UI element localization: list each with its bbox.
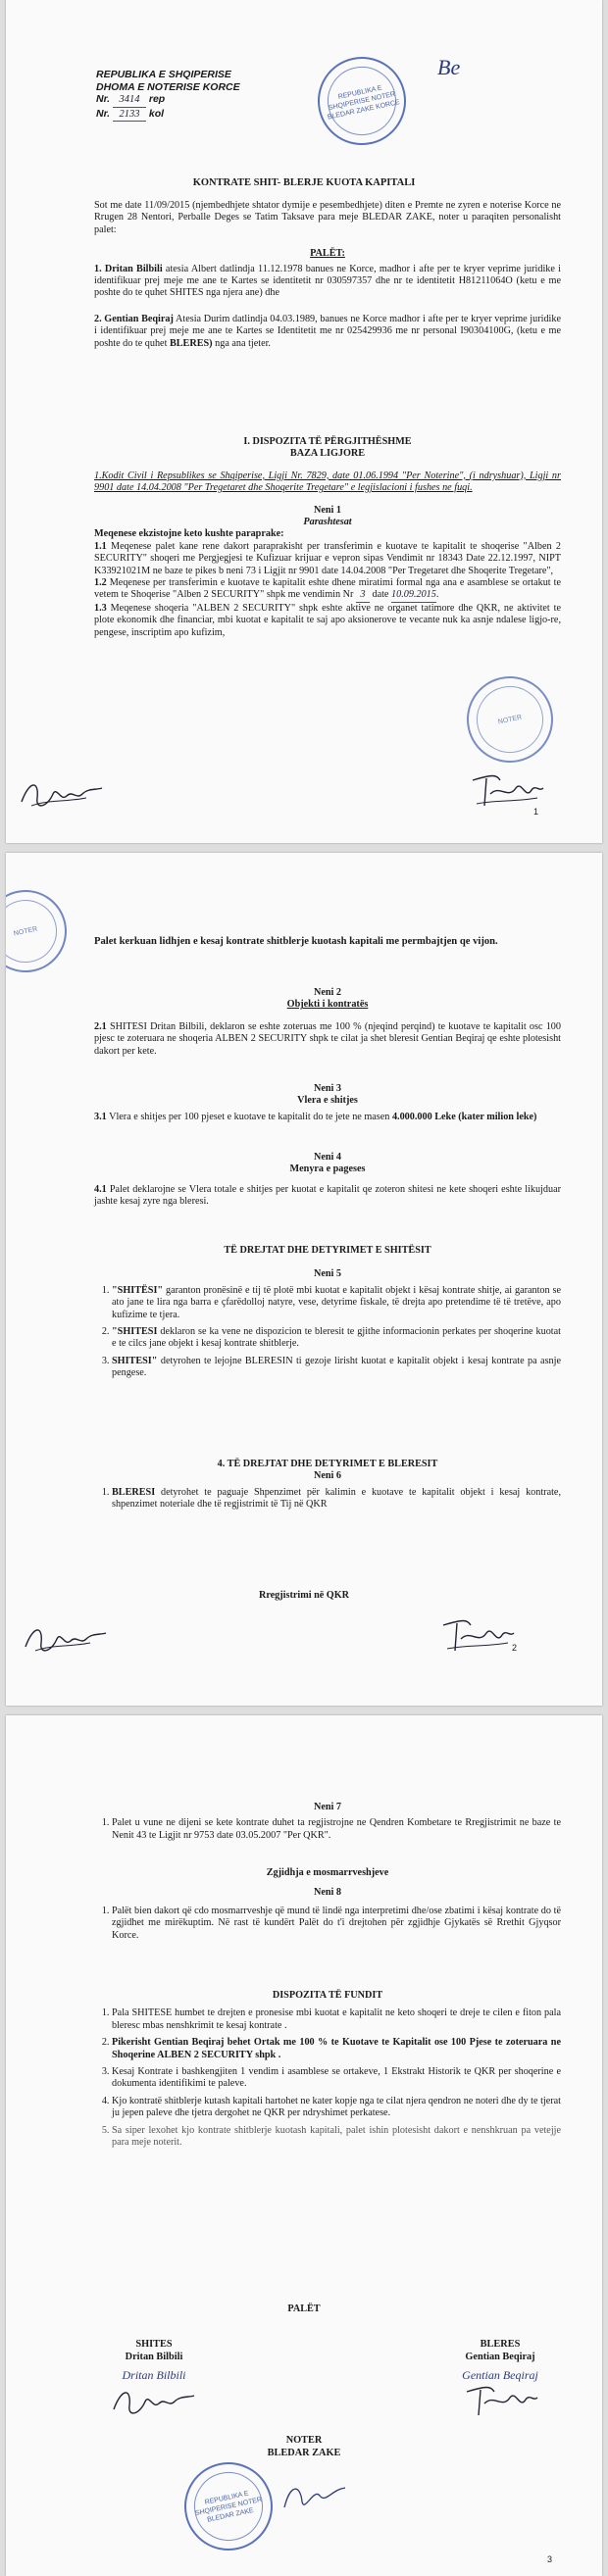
header-kol-number: Nr. 2133 kol	[96, 108, 240, 123]
registration-heading: Rregjistrimi në QKR	[258, 1590, 350, 1601]
article-5	[94, 1245, 561, 1385]
dispute-heading: Zgjidhja e mosmarrveshjeve	[266, 1867, 389, 1878]
buyer-signature-column	[461, 2339, 539, 2425]
neni1-lead: Meqenese ekzistojne keto kushte paraprake:	[94, 528, 284, 540]
signatures-heading: PALËT	[287, 2304, 321, 2314]
neni8-title: Neni 8	[313, 1887, 341, 1899]
dispute-list	[94, 1906, 561, 1942]
neni3-title: Neni 3	[313, 1083, 341, 1094]
page-number-1: 1	[533, 807, 539, 817]
notary-stamp-page1-bottom: NOTER	[459, 669, 561, 770]
contract-page-2	[6, 853, 602, 1706]
article-3	[94, 1083, 561, 1123]
list-item: 1. Palët bien dakort që cdo mosmarrveshje që mund të lindë nga interpretimi dhe/ose zbatimi i kësaj kontrate do të zgjidhet me mirëkuptim. Në rast të kundërt Palët do t'i drejtohen për zgjidhje Gjykatës së Rrethit Gjyqsor Korce.	[112, 1906, 561, 1942]
section1-title: I. DISPOZITA TË PËRGJITHËSHME	[243, 436, 412, 447]
list-item: 2. Pikerisht Gentian Beqiraj behet Ortak me 100 % te Kuotave te Kapitalit ose 100 Pjese te zoteruara ne Shoqerine ALBEN 2 SECURITY shpk .	[112, 2037, 561, 2061]
registration-list	[94, 1817, 561, 1842]
notary-stamp-final: REPUBLIKA E SHQIPERISE NOTER BLEDAR ZAKE	[177, 2454, 281, 2559]
list-item: 2. "SHITESI deklaron se ka vene ne dispozicion te bleresit te gjithe informacionin perkates per shoqerine kuotat e te cilcs jane objekt i kesaj kontrate shitblerje.	[112, 1326, 561, 1351]
article-4	[94, 1152, 561, 1209]
list-item: 1. Pala SHITESE humbet te drejten e pronesise mbi kuotat e kapitalit ne keto shoqeri te dreje te cilen e fiton pala bleresc mbas nenshkrimit te kesaj kontrate .	[112, 2007, 561, 2032]
neni2-title: Neni 2	[313, 987, 341, 998]
neni4-subtitle: Menyra e pageses	[289, 1164, 366, 1175]
buyer-signature	[461, 2382, 539, 2421]
neni4-title: Neni 4	[313, 1152, 341, 1163]
neni1-subtitle: Parashtesat	[303, 517, 352, 528]
neni1-title: Neni 1	[313, 504, 341, 516]
seller-handwritten-name: Dritan Bilbili	[122, 2368, 186, 2382]
clause-1-2: 1.2 Meqenese per transferimin e kuotave te kapitalit eshte dhene miratimi formal nga ana e asamblese se ortakut te vetem te Shoqerise "Alben 2 SECURITY" shpk me vendimin Nr 3 date 10.09.2015.	[94, 577, 561, 603]
section1-subtitle: BAZA LIGJORE	[289, 448, 366, 460]
party-buyer: 2. Gentian Beqiraj Atesia Durim datlindja 04.03.1989, banues ne Korce madhor i afte per te kryer veprime juridike i identifikuar prej meje me ane te Kartes se Identitetit me nr 025429936 me nr personal I90304100G, (ketu e me poshte do te quhet BLERES) nga ana tjeter.	[94, 313, 561, 349]
section-general-provisions	[94, 436, 561, 639]
clause-3-1: 3.1 Vlera e shitjes per 100 pjeset e kuotave te kapitalit do te jete ne masen 4.000.000 Leke (kater milion leke)	[94, 1111, 537, 1122]
list-item: 1. Palet u vune ne dijeni se kete kontrate duhet ta regjistrojne ne Qendren Kombetare te Rregjistrimit ne baze te Nenit 43 te Ligjit nr 9753 date 03.05.2007 "Per QKR".	[112, 1817, 561, 1842]
buyer-role: BLERES	[480, 2339, 521, 2350]
seller-role: SHITES	[135, 2339, 173, 2350]
list-item: 5. Sa siper lexohet kjo kontrate shitblerje kuotash kapitali, palet ishin plotesisht dakort e nenshkruan pa vetejje para meje noterit.	[112, 2125, 561, 2150]
contract-page-1	[6, 0, 602, 843]
seller-obligations-list	[94, 1285, 561, 1380]
notary-initials-signature: Be	[437, 55, 461, 79]
clause-4-1: 4.1 Palet deklarojne se Vlera totale e shitjes per kuotat e kapitalit qe zoteron shitesi ne kete shoqeri eshte likujduar jashte kesaj zyre nga bleresi.	[94, 1183, 561, 1208]
neni5-title: Neni 5	[313, 1268, 341, 1280]
header-chamber: DHOMA E NOTERISE KORCE	[96, 80, 240, 93]
intro-statement: Palet kerkuan lidhjen e kesaj kontrate shitblerje kuotash kapitali me permbajtjen qe vijon.	[94, 936, 498, 947]
document-header	[96, 69, 240, 122]
clause-1-3: 1.3 Meqenese shoqeria "ALBEN 2 SECURITY" shpk eshte aktive ne organet tatimore dhe QKR, ne aktivitet te plote ekonomik dhe financiar, mbi kuotat e kapitalit te saj apo aksionerove te vecante nuk ka asnje ndalese ligjo-re, pengese, inscriptim apo kufizim,	[94, 602, 561, 638]
buyer-handwritten-name: Gentian Beqiraj	[462, 2368, 538, 2382]
buyer-rights-heading: 4. TË DREJTAT DHE DETYRIMET E BLERESIT	[217, 1459, 438, 1469]
notary-stamp: REPUBLIKA E SHQIPERISE NOTER BLEDAR ZAKE KORCE	[310, 49, 415, 154]
page-number-3: 3	[547, 2554, 553, 2564]
final-provisions	[94, 1990, 561, 2154]
buyer-signature	[437, 1615, 516, 1659]
seller-signature	[18, 772, 106, 816]
clause-2-1: 2.1 SHITESI Dritan Bilbili, deklaron se eshte zoteruas me 100 % (njeqind perqind) te kuotave te kapitalit osc 100 pjesc te zoteruara ne shoqeria ALBEN 2 SECURITY shpk te cilat ja shet bleresit Gentian Beqiraj qe eshte plotesisht dakort per kete.	[94, 1020, 561, 1057]
contract-title: KONTRATE SHIT- BLERJE KUOTA KAPITALI	[192, 177, 416, 188]
notary-name: BLEDAR ZAKE	[267, 2447, 341, 2458]
neni2-subtitle: Objekti i kontratës	[286, 999, 369, 1011]
header-republic: REPUBLIKA E SHQIPERISE	[96, 69, 231, 80]
party-seller: 1. Dritan Bilbili atesia Albert datlindja 11.12.1978 banues ne Korce, madhor i afte per te kryer veprime juridike i identifikuar prej meje me ane te Kartes se identitetit nr 030597357 dhe nr te identitetit H81211064O (ketu e me poshte do te quhet SHITES nga njera ane) dhe	[94, 263, 561, 299]
intro-paragraph: Sot me date 11/09/2015 (njembedhjete shtator dymije e pesembedhjete) diten e Premte ne zyren e noterise Korce ne Rrugen 28 Nentori, Perballe Deges se Tatim Taksave para meje BLEDAR ZAKE, noter u paraqiten personalisht palet:	[94, 200, 561, 235]
seller-rights-heading: TË DREJTAT DHE DETYRIMET E SHITËSIT	[224, 1245, 431, 1256]
seller-signature	[22, 1617, 110, 1660]
page-number-2: 2	[512, 1643, 518, 1653]
neni6-title: Neni 6	[313, 1470, 341, 1482]
notary-signature-block	[0, 2435, 608, 2459]
list-item: 3. SHITESI" detyrohen te lejojne BLERESIN ti gezoje lirisht kuotat e kapitalit objekt i kesaj kontrate pa asnje pengese.	[112, 1356, 561, 1380]
seller-name: Dritan Bilbili	[125, 2351, 183, 2362]
list-item: 3. Kesaj Kontrate i bashkengjiten 1 vendim i asamblese se ortakeve, 1 Ekstrakt Historik te QKR per shoqerine e dokumenta identifikimi te paleve.	[112, 2066, 561, 2091]
notary-stamp-page2: NOTER	[6, 882, 75, 980]
list-item: 1. "SHITËSI" garanton pronësinë e tij të plotë mbi kuotat e kapitalit objekt i kësaj kontrate shitje, ai garanton se ato jane te lira nga barra e çfarëdolloj natyre, vese, detyrime fiskale, të drejta apo pretendime të të tretëve, apo kufizime te tjera.	[112, 1285, 561, 1321]
final-provisions-list	[94, 2007, 561, 2149]
notary-signature	[280, 2478, 349, 2517]
palet-heading: PALËT:	[310, 248, 345, 260]
neni7-title: Neni 7	[313, 1802, 341, 1812]
buyer-name: Gentian Beqiraj	[465, 2351, 535, 2362]
header-rep-number: Nr. 3414 rep	[96, 93, 240, 108]
seller-signature-column	[110, 2339, 198, 2425]
signature-block	[110, 2339, 539, 2425]
neni3-subtitle: Vlera e shitjes	[297, 1095, 358, 1107]
final-heading: DISPOZITA TË FUNDIT	[272, 1990, 383, 2001]
list-item: 1. BLERESI detyrohet te paguaje Shpenzimet për kalimin e kuotave te kapitalit objekt i kesaj kontrate, shpenzimet noteriale dhe të regjistrimit të Tij në QKR	[112, 1487, 561, 1511]
buyer-obligations-list	[94, 1487, 561, 1511]
article-7	[94, 1802, 561, 1847]
notary-role: NOTER	[285, 2435, 323, 2446]
contract-intro	[94, 200, 561, 350]
page2-intro	[94, 935, 561, 948]
article-2	[94, 987, 561, 1058]
legal-basis: 1.Kodit Civil i Repsublikes se Shqiperise, Ligji Nr. 7829, date 01.06.1994 "Per Noterine", (i ndryshuar), Ligji nr 9901 date 14.04.2008 "Per Tregetaret dhe Shoqerite Tregetare" e legjislacioni i fushes ne fuqi.	[94, 470, 561, 494]
list-item: 4. Kjo kontratë shitblerje kutash kapitali hartohet ne kater kopje nga te cilat njera qendron ne noteri dhe dy te tjerat ju jepen paleve dhe tjetra dergohet ne QKR per ndryshimet perkatese.	[112, 2096, 561, 2120]
article-8	[94, 1867, 561, 1947]
seller-signature	[110, 2382, 198, 2421]
clause-1-1: 1.1 Meqenese palet kane rene dakort paraprakisht per transferimin e kuotave te kapitalit te shoqerise "Alben 2 SECURITY" shoqeri me Pergjegjesi te Kufizuar krijuar e vepron sipas Vendimit nr 18343 Date 22.12.1997, NIPT K33921021M ne baze te pikes b neni 73 i Ligjit nr 9901 date 14.04.2008 "Per Tregetaret dhe Shoqerite Tregetare",	[94, 540, 561, 576]
article-6	[94, 1459, 561, 1516]
